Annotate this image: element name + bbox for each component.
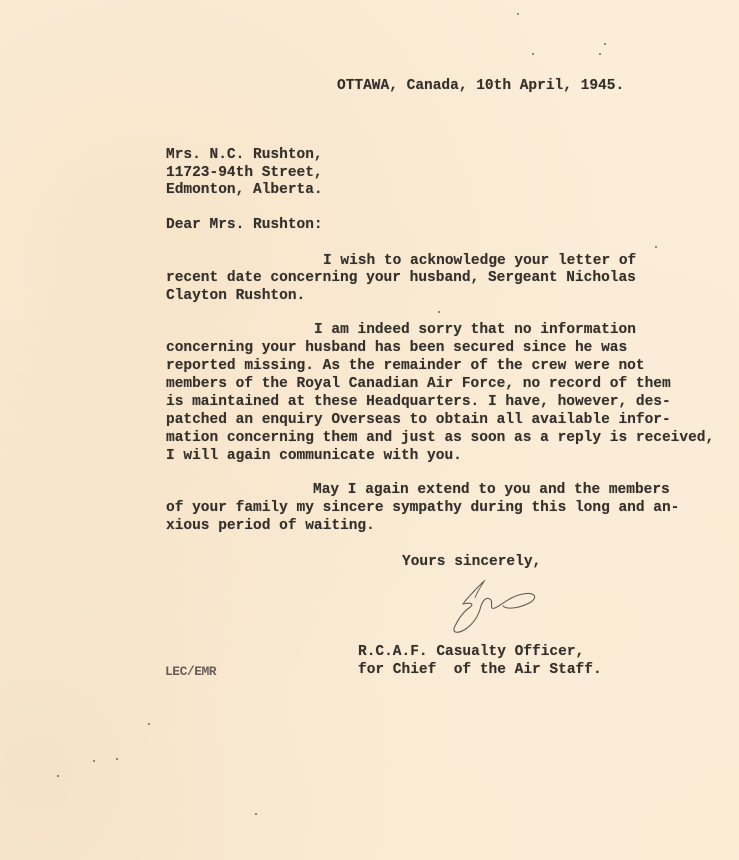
paragraph-line: mation concerning them and just as soon as a reply is received,: [166, 430, 715, 446]
paper-speck: [438, 311, 440, 313]
paper-speck: [599, 53, 601, 55]
salutation: Dear Mrs. Rushton:: [166, 217, 323, 233]
paper-speck: [532, 53, 534, 55]
recipient-city: Edmonton, Alberta.: [166, 182, 323, 198]
reference-initials: LEC/EMR: [165, 664, 217, 679]
paper-speck: [604, 43, 606, 45]
paragraph-line: I will again communicate with you.: [166, 448, 462, 464]
paragraph-line: xious period of waiting.: [166, 518, 375, 534]
paragraph-line: Clayton Rushton.: [166, 288, 306, 304]
closing: Yours sincerely,: [402, 554, 542, 570]
paragraph-line: I am indeed sorry that no information: [314, 322, 636, 338]
paragraph-line: is maintained at these Headquarters. I have, however, des-: [166, 394, 671, 410]
paragraph-line: May I again extend to you and the members: [313, 482, 670, 498]
paper-speck: [116, 758, 118, 760]
paper-speck: [517, 13, 519, 15]
paper-speck: [148, 723, 150, 725]
recipient-street: 11723-94th Street,: [166, 165, 323, 181]
paragraph-line: I wish to acknowledge your letter of: [323, 253, 637, 269]
signature-icon: [445, 578, 545, 638]
paragraph-line: concerning your husband has been secured since he was: [166, 340, 628, 356]
paragraph-line: patched an enquiry Overseas to obtain all available infor-: [166, 412, 671, 428]
paper-speck: [655, 246, 657, 248]
paragraph-line: recent date concerning your husband, Sergeant Nicholas: [166, 270, 636, 286]
paragraph-line: members of the Royal Canadian Air Force, no record of them: [166, 376, 671, 392]
recipient-name: Mrs. N.C. Rushton,: [166, 147, 323, 163]
paragraph-line: reported missing. As the remainder of the crew were not: [166, 358, 645, 374]
signatory-title: R.C.A.F. Casualty Officer,: [358, 644, 585, 660]
signatory-for-line: for Chief of the Air Staff.: [358, 662, 602, 678]
paper-speck: [255, 813, 257, 815]
paragraph-line: of your family my sincere sympathy during this long and an-: [166, 500, 680, 516]
dateline: OTTAWA, Canada, 10th April, 1945.: [337, 78, 625, 94]
paper-speck: [93, 760, 95, 762]
paper-speck: [57, 775, 59, 777]
